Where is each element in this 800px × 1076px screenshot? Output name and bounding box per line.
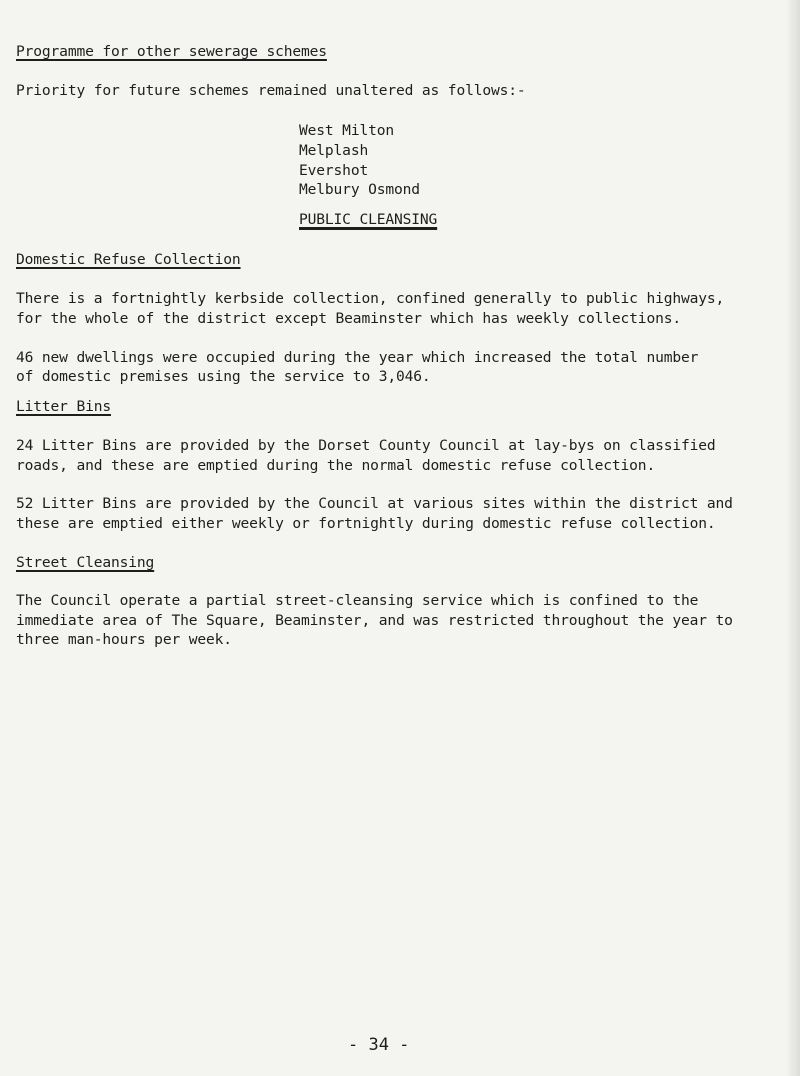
programme-heading: Programme for other sewerage schemes [16, 43, 327, 60]
litter-bins-heading: Litter Bins [16, 398, 111, 415]
scheme-list-item: West Milton [299, 122, 394, 139]
scheme-list-item: Melplash [299, 142, 369, 159]
paragraph-line: 24 Litter Bins are provided by the Dorset County Council at lay-bys on classified [16, 437, 716, 454]
paragraph-line: There is a fortnightly kerbside collection, confined generally to public highways, [16, 290, 725, 307]
priority-text: Priority for future schemes remained unaltered as follows:- [16, 82, 526, 99]
paragraph-line: three man-hours per week. [16, 631, 232, 648]
paragraph-line: 46 new dwellings were occupied during the year which increased the total number [16, 349, 699, 366]
scheme-list-item: Evershot [299, 162, 369, 179]
street-cleansing-heading: Street Cleansing [16, 554, 155, 571]
paragraph-line: of domestic premises using the service to 3,046. [16, 368, 431, 385]
paragraph-line: The Council operate a partial street-cleansing service which is confined to the [16, 592, 699, 609]
page-edge-shadow [786, 0, 800, 1076]
section-title: PUBLIC CLEANSING [299, 211, 438, 228]
domestic-refuse-heading: Domestic Refuse Collection [16, 251, 241, 268]
scheme-list-item: Melbury Osmond [299, 181, 420, 198]
paragraph-line: 52 Litter Bins are provided by the Council at various sites within the district and [16, 495, 733, 512]
page-number: - 34 - [348, 1035, 410, 1055]
paragraph-line: these are emptied either weekly or fortnightly during domestic refuse collection. [16, 515, 716, 532]
paragraph-line: roads, and these are emptied during the normal domestic refuse collection. [16, 457, 656, 474]
paragraph-line: immediate area of The Square, Beaminster, and was restricted throughout the year to [16, 612, 733, 629]
paragraph-line: for the whole of the district except Beaminster which has weekly collections. [16, 310, 681, 327]
